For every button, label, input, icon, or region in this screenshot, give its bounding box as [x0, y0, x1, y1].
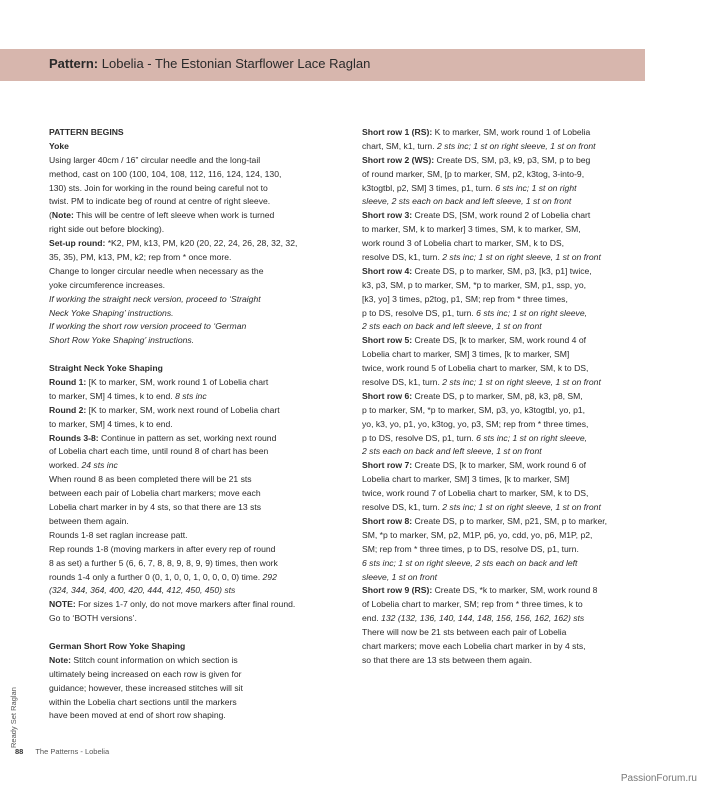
italic-note: sleeve, 2 sts each on back and left sleeve, 1 st on front — [362, 196, 572, 207]
bold-term: Rounds 3-8: — [49, 432, 99, 443]
text-line — [362, 154, 647, 168]
bold-term: Straight Neck Yoke Shaping — [49, 363, 163, 374]
text-span: worked. — [49, 460, 82, 471]
text-line — [49, 126, 351, 140]
italic-note: 2 sts inc; 1 st on right sleeve, 1 st on front — [442, 252, 601, 263]
italic-note: If working the short row version proceed to ‘German — [49, 321, 247, 332]
text-line — [49, 404, 351, 418]
italic-note: 6 sts inc; 1 st on right sleeve, 2 sts each on back and left — [362, 557, 578, 568]
text-span: When round 8 as been completed there will be 21 sts — [49, 474, 252, 485]
text-span: p to marker, SM, *p to marker, SM, p3, yo, k3togtbl, yo, p1, — [362, 404, 586, 415]
text-span: SM; rep from * three times, p to DS, resolve DS, p1, turn. — [362, 543, 579, 554]
text-line — [49, 376, 351, 390]
text-span: rounds 1-4 only a further 0 (0, 1, 0, 0, 1, 0, 0, 0, 0) time. — [49, 571, 263, 582]
left-text-column — [49, 126, 351, 723]
text-line — [49, 668, 351, 682]
text-line — [49, 223, 351, 237]
text-line — [362, 432, 647, 446]
text-line — [362, 598, 647, 612]
text-span: of Lobelia chart to marker, SM; rep from * three times, k to — [362, 599, 583, 610]
text-line — [362, 501, 647, 515]
text-span: Change to longer circular needle when necessary as the — [49, 265, 264, 276]
bold-term: Round 2: — [49, 404, 87, 415]
text-line — [362, 279, 647, 293]
text-span: yoke circumference increases. — [49, 279, 166, 290]
text-span: Using larger 40cm / 16” circular needle and the long-tail — [49, 154, 261, 165]
text-line — [362, 654, 647, 668]
text-line — [49, 584, 351, 598]
text-span: Create DS, p to marker, SM, p21, SM, p to marker, — [412, 515, 608, 526]
text-line — [49, 307, 351, 321]
text-line — [362, 168, 647, 182]
italic-note: 2 sts inc; 1 st on right sleeve, 1 st on front — [442, 502, 601, 513]
text-line — [362, 571, 647, 585]
bold-term: Short row 8: — [362, 515, 413, 526]
bold-term: Short row 9 (RS): — [362, 585, 433, 596]
text-span: For sizes 1-7 only, do not move markers after final round. — [75, 599, 296, 610]
text-span: 35, 35), PM, k13, PM, k2; rep from * once more. — [49, 252, 232, 263]
text-line — [49, 418, 351, 432]
text-line — [362, 140, 647, 154]
text-span: Create DS, *k to marker, SM, work round 8 — [432, 585, 598, 596]
text-span: work round 3 of Lobelia chart to marker, SM, k to DS, — [362, 238, 565, 249]
italic-note: 6 sts inc; 1 st on right — [495, 182, 577, 193]
text-line — [49, 445, 351, 459]
bold-term: Short row 3: — [362, 210, 413, 221]
italic-note: (324, 344, 364, 400, 420, 444, 412, 450, 450) sts — [49, 585, 236, 596]
italic-note: 2 sts inc; 1 st on right sleeve, 1 st on front — [442, 377, 601, 388]
text-span: chart, SM, k1, turn. — [362, 140, 437, 151]
text-line — [362, 445, 647, 459]
text-line — [49, 334, 351, 348]
text-line — [49, 598, 351, 612]
text-line — [362, 459, 647, 473]
bold-term: Short row 1 (RS): — [362, 127, 433, 137]
pattern-title — [49, 56, 370, 71]
text-line — [362, 487, 647, 501]
text-line — [49, 195, 351, 209]
text-line — [49, 251, 351, 265]
pattern-name: Lobelia - The Estonian Starflower Lace Raglan — [101, 56, 371, 71]
text-span: p to DS, resolve DS, p1, turn. — [362, 307, 477, 318]
text-span: ultimately being increased on each row is given for — [49, 668, 242, 679]
italic-note: 8 sts inc — [175, 390, 207, 401]
text-line — [362, 195, 647, 209]
text-line — [362, 307, 647, 321]
italic-note: Neck Yoke Shaping’ instructions. — [49, 307, 174, 318]
text-line — [49, 501, 351, 515]
text-span: 130) sts. Join for working in the round being careful not to — [49, 182, 268, 193]
text-span: to marker, SM] 4 times, k to end. — [49, 390, 176, 401]
text-span: k3, p3, SM, p to marker, SM, *p to marker, SM, p1, ssp, yo, — [362, 279, 586, 290]
italic-note: 2 sts inc; 1 st on right sleeve, 1 st on front — [436, 140, 596, 151]
book-title-side-label: Ready Set Raglan — [9, 687, 18, 748]
italic-note: Short Row Yoke Shaping’ instructions. — [49, 335, 195, 346]
text-line — [362, 543, 647, 557]
text-line — [362, 390, 647, 404]
text-span: SM, *p to marker, SM, p2, M1P, p6, yo, cdd, yo, p6, M1P, p2, — [362, 529, 593, 540]
text-line — [49, 612, 351, 626]
text-line — [49, 432, 351, 446]
text-span: to marker, SM] 4 times, k to end. — [49, 418, 173, 429]
text-span: Rounds 1-8 set raglan increase patt. — [49, 529, 188, 540]
text-line — [49, 640, 351, 654]
text-span: K to marker, SM, work round 1 of Lobelia — [432, 127, 591, 137]
page-footer — [15, 747, 109, 756]
text-span: Lobelia chart marker in by 4 sts, so that there are 13 sts — [49, 502, 262, 513]
text-line — [362, 640, 647, 654]
bold-term: Round 1: — [49, 377, 87, 388]
text-line — [49, 473, 351, 487]
text-span: p to DS, resolve DS, p1, turn. — [362, 432, 477, 443]
text-span: Create DS, [k to marker, SM, work round 6 of — [412, 460, 586, 471]
text-line — [362, 209, 647, 223]
text-line — [49, 682, 351, 696]
text-line — [362, 265, 647, 279]
italic-note: 6 sts inc; 1 st on right sleeve, — [476, 307, 587, 318]
text-span: yo, k3, yo, p1, yo, k3tog, yo, p3, SM; rep from * three times, — [362, 418, 589, 429]
text-span: [K to marker, SM, work round 1 of Lobelia chart — [86, 377, 269, 388]
italic-note: 2 sts each on back and left sleeve, 1 st on front — [362, 446, 542, 457]
text-line — [49, 390, 351, 404]
text-span: ( — [49, 210, 52, 221]
text-line — [49, 140, 351, 154]
text-line — [49, 293, 351, 307]
text-line — [49, 209, 351, 223]
page-number: 88 — [15, 747, 24, 756]
text-line — [49, 320, 351, 334]
paragraph-gap — [49, 348, 351, 362]
text-span: Continue in pattern as set, working next round — [98, 432, 277, 443]
text-span: guidance; however, these increased stitches will sit — [49, 682, 243, 693]
text-span: method, cast on 100 (100, 104, 108, 112, 116, 124, 124, 130, — [49, 168, 282, 179]
text-span: resolve DS, k1, turn. — [362, 502, 443, 513]
text-line — [362, 626, 647, 640]
text-span: Create DS, SM, p3, k9, p3, SM, p to beg — [434, 154, 591, 165]
text-line — [49, 279, 351, 293]
watermark: PassionForum.ru — [620, 773, 697, 784]
right-text-column — [362, 126, 647, 668]
text-span: twist. PM to indicate beg of round at centre of right sleeve. — [49, 196, 271, 207]
bold-term: Short row 4: — [362, 265, 413, 276]
text-line — [362, 612, 647, 626]
text-span: Lobelia chart to marker, SM] 3 times, [k to marker, SM] — [362, 349, 570, 360]
text-line — [49, 459, 351, 473]
text-span: This will be centre of left sleeve when work is turned — [73, 210, 275, 221]
bold-term: Note: — [49, 654, 71, 665]
text-span: have been moved at end of short row shaping. — [49, 710, 226, 721]
text-span: [K to marker, SM, work next round of Lobelia chart — [86, 404, 280, 415]
text-line — [49, 182, 351, 196]
bold-term: Yoke — [49, 140, 69, 151]
text-line — [362, 126, 647, 140]
text-line — [49, 265, 351, 279]
text-span: twice, work round 5 of Lobelia chart to marker, SM, k to DS, — [362, 363, 589, 374]
text-span: k3togtbl, p2, SM] 3 times, p1, turn. — [362, 182, 496, 193]
text-line — [362, 182, 647, 196]
italic-note: If working the straight neck version, proceed to ‘Straight — [49, 293, 261, 304]
text-line — [49, 696, 351, 710]
italic-note: sleeve, 1 st on front — [362, 571, 437, 582]
text-span: of Lobelia chart each time, until round 8 of chart has been — [49, 446, 269, 457]
text-span: chart markers; move each Lobelia chart marker in by 4 sts, — [362, 640, 586, 651]
text-line — [362, 376, 647, 390]
text-line — [362, 320, 647, 334]
text-span: within the Lobelia chart sections until the markers — [49, 696, 237, 707]
text-line — [49, 543, 351, 557]
bold-term: Note: — [51, 210, 74, 221]
pattern-title-banner — [0, 49, 645, 81]
text-line — [49, 487, 351, 501]
text-line — [362, 251, 647, 265]
text-line — [362, 515, 647, 529]
text-line — [362, 557, 647, 571]
text-line — [362, 418, 647, 432]
text-span: Lobelia chart to marker, SM] 3 times, [k to marker, SM] — [362, 474, 570, 485]
pattern-label: Pattern: — [49, 56, 99, 71]
text-span: Create DS, [SM, work round 2 of Lobelia chart — [412, 210, 591, 221]
text-line — [362, 584, 647, 598]
text-line — [49, 557, 351, 571]
text-span: Stitch count information on which section is — [70, 654, 238, 665]
text-span: *K2, PM, k13, PM, k20 (20, 22, 24, 26, 28, 32, 32, — [105, 238, 298, 249]
text-span: 8 as set) a further 5 (6, 6, 7, 8, 8, 9, 8, 9, 9) times, then work — [49, 557, 278, 568]
text-line — [362, 237, 647, 251]
bold-term: Short row 7: — [362, 460, 413, 471]
bold-term: PATTERN BEGINS — [49, 127, 124, 137]
text-line — [362, 529, 647, 543]
text-span: Go to ‘BOTH versions’. — [49, 613, 137, 624]
text-span: of round marker, SM, [p to marker, SM, p2, k3tog, 3-into-9, — [362, 168, 585, 179]
bold-term: Short row 6: — [362, 390, 413, 401]
bold-term: German Short Row Yoke Shaping — [49, 640, 186, 651]
text-span: between each pair of Lobelia chart markers; move each — [49, 488, 261, 499]
text-line — [362, 334, 647, 348]
text-span: [k3, yo] 3 times, p2tog, p1, SM; rep from * three times, — [362, 293, 568, 304]
text-line — [49, 168, 351, 182]
text-span: Rep rounds 1-8 (moving markers in after every rep of round — [49, 543, 276, 554]
text-line — [49, 529, 351, 543]
bold-term: NOTE: — [49, 599, 76, 610]
italic-note: 292 — [262, 571, 277, 582]
text-line — [362, 223, 647, 237]
paragraph-gap — [49, 626, 351, 640]
italic-note: 24 sts inc — [81, 460, 118, 471]
text-line — [49, 709, 351, 723]
text-line — [362, 362, 647, 376]
bold-term: Short row 2 (WS): — [362, 154, 435, 165]
text-span: right side out before blocking). — [49, 224, 165, 235]
text-span: There will now be 21 sts between each pair of Lobelia — [362, 627, 567, 638]
text-line — [49, 362, 351, 376]
section-name: The Patterns - Lobelia — [35, 747, 110, 756]
text-line — [49, 654, 351, 668]
italic-note: 2 sts each on back and left sleeve, 1 st on front — [362, 321, 542, 332]
bold-term: Set-up round: — [49, 238, 106, 249]
text-span: between them again. — [49, 515, 129, 526]
text-span: Create DS, p to marker, SM, p3, [k3, p1] twice, — [412, 265, 592, 276]
text-span: end. — [362, 613, 382, 624]
text-line — [49, 571, 351, 585]
text-line — [49, 237, 351, 251]
text-line — [49, 154, 351, 168]
text-span: to marker, SM, k to marker] 3 times, SM, k to marker, SM, — [362, 224, 581, 235]
text-span: Create DS, [k to marker, SM, work round 4 of — [412, 335, 586, 346]
text-span: resolve DS, k1, turn. — [362, 377, 443, 388]
bold-term: Short row 5: — [362, 335, 413, 346]
text-line — [362, 348, 647, 362]
text-line — [362, 473, 647, 487]
text-line — [49, 515, 351, 529]
text-span: twice, work round 7 of Lobelia chart to marker, SM, k to DS, — [362, 488, 589, 499]
text-span: Create DS, p to marker, SM, p8, k3, p8, SM, — [412, 390, 583, 401]
text-line — [362, 293, 647, 307]
italic-note: 6 sts inc; 1 st on right sleeve, — [476, 432, 587, 443]
italic-note: 132 (132, 136, 140, 144, 148, 156, 156, 162, 162) sts — [381, 613, 585, 624]
text-line — [362, 404, 647, 418]
text-span: so that there are 13 sts between them again. — [362, 654, 533, 665]
text-span: resolve DS, k1, turn. — [362, 252, 443, 263]
